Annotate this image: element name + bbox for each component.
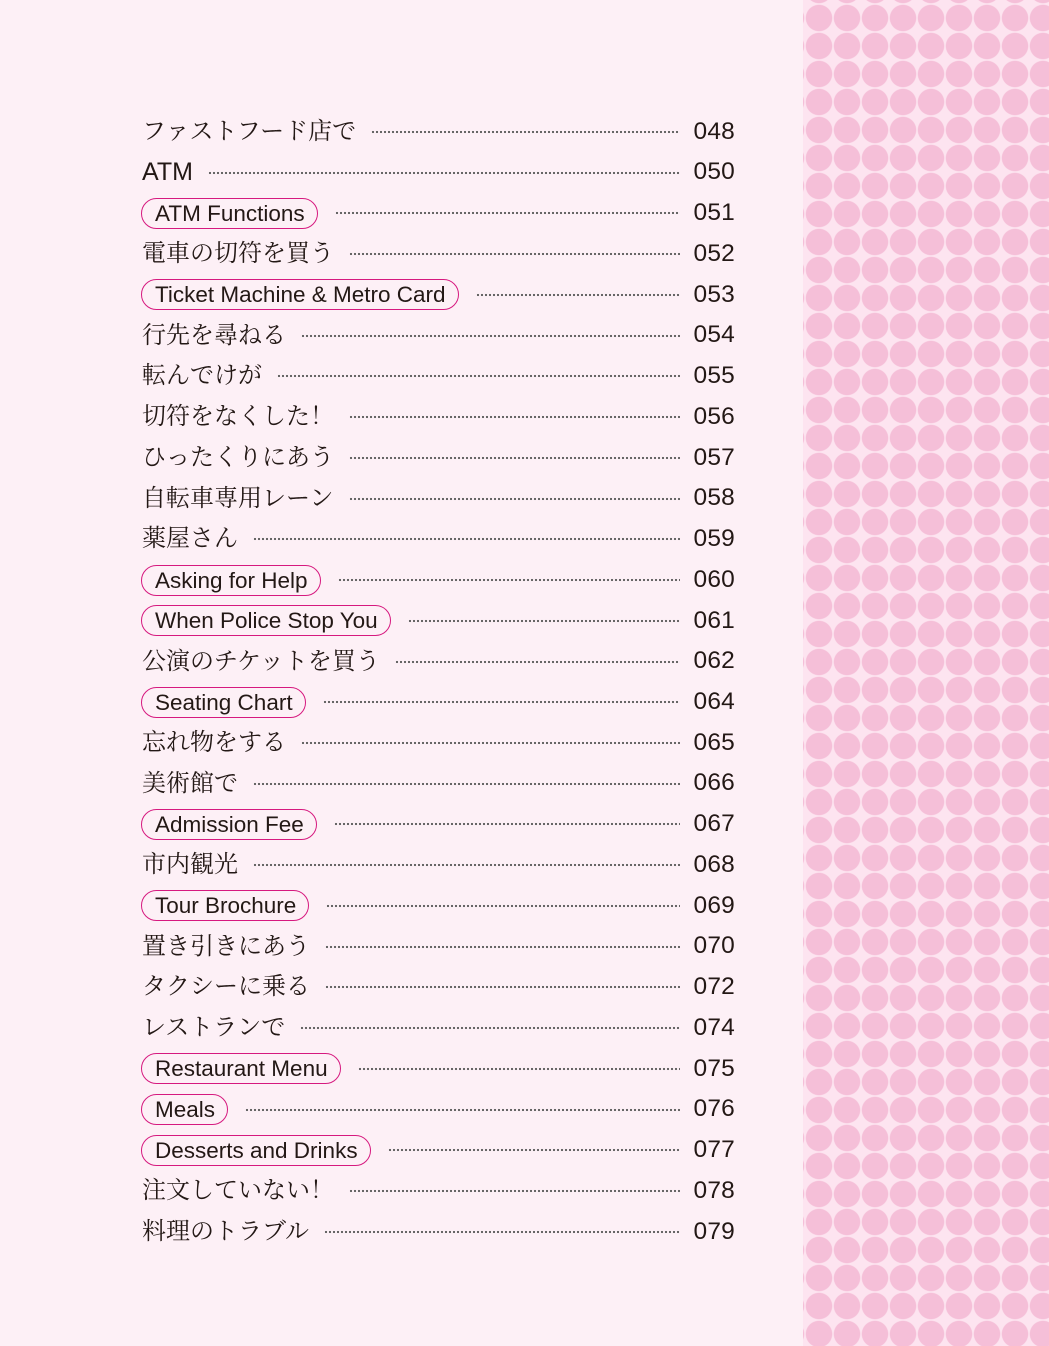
dot-leader — [371, 130, 680, 134]
toc-entry — [141, 519, 735, 560]
toc-page-number: 079 — [693, 1217, 735, 1245]
dot-leader — [277, 374, 680, 378]
dot-leader — [349, 456, 680, 460]
toc-page-number: 062 — [693, 647, 735, 675]
toc-entry-title: 切符をなくした！ — [142, 403, 334, 431]
toc-entry-english-title: Seating Chart — [141, 687, 306, 718]
dot-leader — [408, 619, 680, 623]
toc-page-number: 051 — [693, 199, 735, 227]
toc-page-number: 054 — [693, 321, 735, 349]
dot-leader — [301, 334, 680, 338]
toc-entry-title: レストランで — [142, 1014, 286, 1042]
toc-entry-title: 美術館で — [142, 769, 238, 797]
toc-page-number: 059 — [693, 525, 735, 553]
toc-entry — [141, 723, 735, 764]
dot-leader — [395, 660, 680, 664]
toc-page-number: 077 — [693, 1136, 735, 1164]
toc-entry — [141, 193, 735, 234]
toc-entry-title: 公演のチケットを買う — [142, 647, 380, 675]
dot-leader — [253, 537, 680, 541]
toc-list — [141, 112, 735, 1253]
toc-entry — [141, 356, 735, 397]
toc-entry-english-title: Asking for Help — [141, 565, 321, 596]
toc-entry-english-title: Tour Brochure — [141, 890, 309, 921]
toc-entry-title: ATM — [142, 158, 193, 187]
toc-entry-title: 置き引きにあう — [142, 932, 310, 960]
dot-leader — [349, 1189, 680, 1193]
toc-entry — [141, 234, 735, 275]
toc-entry — [141, 437, 735, 478]
toc-entry — [141, 967, 735, 1008]
toc-entry-title: 転んでけが — [142, 362, 262, 390]
toc-entry-title: ひったくりにあう — [142, 443, 334, 471]
toc-page-number: 067 — [693, 810, 735, 838]
toc-page-number: 058 — [693, 484, 735, 512]
dot-leader — [300, 1026, 680, 1030]
toc-page-number: 076 — [693, 1095, 735, 1123]
toc-page-number: 056 — [693, 402, 735, 430]
toc-entry-title: 忘れ物をする — [142, 728, 286, 756]
toc-page-number: 055 — [693, 362, 735, 390]
toc-page-number: 053 — [693, 280, 735, 308]
dot-leader — [253, 782, 680, 786]
toc-entry — [141, 397, 735, 438]
toc-entry — [141, 152, 735, 193]
toc-page-number: 064 — [693, 687, 735, 715]
toc-page-number: 072 — [693, 973, 735, 1001]
toc-page-number: 061 — [693, 606, 735, 634]
dot-leader — [349, 497, 680, 501]
toc-entry — [141, 315, 735, 356]
toc-page-number: 074 — [693, 1013, 735, 1041]
toc-entry — [141, 1048, 735, 1089]
toc-entry — [141, 682, 735, 723]
toc-page-number: 052 — [693, 239, 735, 267]
toc-entry — [141, 926, 735, 967]
toc-entry-title: 電車の切符を買う — [142, 240, 334, 268]
decorative-pattern-strip — [803, 0, 1049, 1346]
toc-page-number: 066 — [693, 769, 735, 797]
toc-page-number: 050 — [693, 158, 735, 186]
toc-entry-title: ファストフード店で — [142, 117, 357, 145]
toc-entry — [141, 600, 735, 641]
toc-page-number: 069 — [693, 891, 735, 919]
dot-leader — [323, 700, 680, 704]
toc-entry — [141, 478, 735, 519]
toc-entry — [141, 1211, 735, 1252]
toc-page-number: 068 — [693, 850, 735, 878]
toc-entry — [141, 560, 735, 601]
dot-leader — [476, 293, 680, 297]
toc-entry-title: 市内観光 — [142, 851, 238, 879]
toc-entry-english-title: When Police Stop You — [141, 605, 391, 636]
toc-page-number: 075 — [693, 1054, 735, 1082]
toc-page-number: 070 — [693, 932, 735, 960]
toc-page-number: 078 — [693, 1176, 735, 1204]
toc-entry-title: 行先を尋ねる — [142, 321, 286, 349]
dot-leader — [326, 904, 680, 908]
dot-leader — [325, 985, 680, 989]
toc-entry — [141, 1130, 735, 1171]
toc-entry-title: 注文していない！ — [142, 1177, 334, 1205]
dot-leader — [388, 1148, 680, 1152]
dot-leader — [349, 415, 680, 419]
toc-entry — [141, 641, 735, 682]
toc-entry-english-title: Desserts and Drinks — [141, 1135, 371, 1166]
dot-leader — [253, 863, 680, 867]
toc-entry — [141, 275, 735, 316]
toc-entry-title: 料理のトラブル — [142, 1217, 310, 1245]
dot-leader — [335, 211, 680, 215]
toc-entry — [141, 1089, 735, 1130]
toc-entry-english-title: Restaurant Menu — [141, 1053, 341, 1084]
toc-page-number: 060 — [693, 565, 735, 593]
dot-leader — [245, 1108, 680, 1112]
toc-entry-english-title: ATM Functions — [141, 198, 318, 229]
toc-page-number: 048 — [693, 117, 735, 145]
toc-page-number: 065 — [693, 728, 735, 756]
dot-leader — [301, 741, 680, 745]
toc-entry — [141, 1171, 735, 1212]
toc-entry-title: タクシーに乗る — [142, 973, 310, 1001]
toc-entry-title: 自転車専用レーン — [142, 484, 334, 512]
toc-entry-english-title: Admission Fee — [141, 809, 317, 840]
toc-entry — [141, 763, 735, 804]
toc-entry — [141, 804, 735, 845]
toc-entry — [141, 1008, 735, 1049]
toc-entry-title: 薬屋さん — [142, 525, 238, 553]
toc-entry — [141, 845, 735, 886]
toc-entry-english-title: Meals — [141, 1094, 228, 1125]
toc-entry — [141, 112, 735, 153]
dot-leader — [324, 1230, 680, 1234]
dot-leader — [349, 252, 680, 256]
dot-leader — [208, 171, 680, 175]
toc-entry-english-title: Ticket Machine & Metro Card — [141, 279, 459, 310]
dot-leader — [338, 578, 680, 582]
toc-page-number: 057 — [693, 443, 735, 471]
dot-leader — [325, 945, 680, 949]
toc-entry — [141, 886, 735, 927]
dot-leader — [334, 822, 680, 826]
dot-leader — [358, 1067, 680, 1071]
